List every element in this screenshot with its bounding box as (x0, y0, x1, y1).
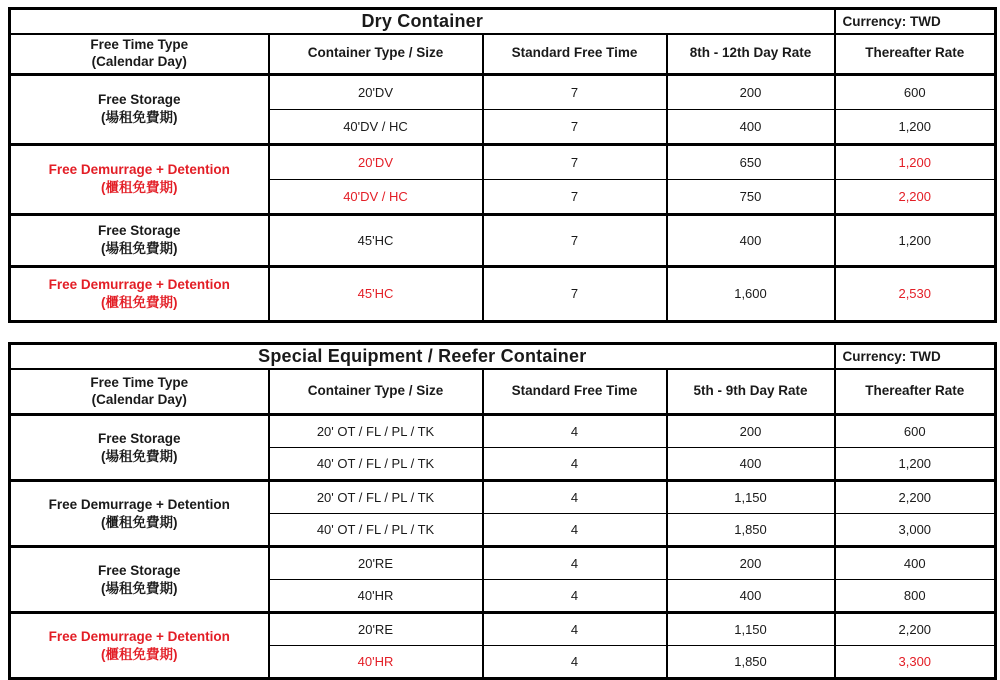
thereafter-rate-cell: 2,200 (835, 613, 996, 646)
day-rate-cell: 750 (667, 179, 835, 214)
free-time-type-label-zh: (場租免費期) (101, 241, 178, 257)
col-header-container-type: Container Type / Size (269, 34, 483, 74)
standard-free-time-cell: 4 (483, 481, 667, 514)
free-time-type-cell (10, 214, 269, 266)
col-header-container-type: Container Type / Size (269, 369, 483, 415)
day-rate-cell: 400 (667, 109, 835, 144)
table-title-row (10, 343, 996, 369)
standard-free-time-cell: 4 (483, 580, 667, 613)
day-rate-cell: 200 (667, 415, 835, 448)
table-title-row (10, 9, 996, 35)
container-type-cell: 20'RE (269, 547, 483, 580)
free-time-type-cell (10, 266, 269, 321)
day-rate-cell: 1,850 (667, 514, 835, 547)
container-type-cell: 45'HC (269, 214, 483, 266)
container-type-cell: 20'RE (269, 613, 483, 646)
standard-free-time-cell: 7 (483, 179, 667, 214)
container-type-cell: 40'HR (269, 646, 483, 679)
container-type-cell: 40'HR (269, 580, 483, 613)
free-time-type-label: Free Storage (97, 562, 181, 578)
free-time-type-cell (10, 415, 269, 481)
free-time-type-label-zh: (櫃租免費期) (101, 294, 178, 310)
col-header-line2: (Calendar Day) (91, 53, 187, 69)
free-time-type-label-zh: (櫃租免費期) (101, 646, 178, 662)
standard-free-time-cell: 4 (483, 415, 667, 448)
free-time-type-label-zh: (櫃租免費期) (101, 514, 178, 530)
table-row (10, 144, 996, 179)
currency-label: Currency: TWD (835, 343, 996, 369)
container-type-cell: 45'HC (269, 266, 483, 321)
day-rate-cell: 1,850 (667, 646, 835, 679)
standard-free-time-cell: 7 (483, 266, 667, 321)
day-rate-cell: 1,600 (667, 266, 835, 321)
table-row (10, 214, 996, 266)
free-time-type-label: Free Demurrage + Detention (48, 162, 230, 178)
thereafter-rate-cell: 1,200 (835, 214, 996, 266)
free-time-type-label: Free Storage (97, 92, 181, 108)
free-time-type-label-zh: (場租免費期) (101, 580, 178, 596)
day-rate-cell: 400 (667, 214, 835, 266)
col-header-free-time-type (10, 369, 269, 415)
special-reefer-container-table (8, 342, 997, 680)
container-type-cell: 20'DV (269, 144, 483, 179)
standard-free-time-cell: 7 (483, 109, 667, 144)
standard-free-time-cell: 4 (483, 646, 667, 679)
col-header-thereafter-rate: Thereafter Rate (835, 369, 996, 415)
standard-free-time-cell: 4 (483, 547, 667, 580)
day-rate-cell: 200 (667, 547, 835, 580)
col-header-standard-free-time: Standard Free Time (483, 369, 667, 415)
dry-container-table (8, 7, 997, 323)
column-header-row (10, 34, 996, 74)
thereafter-rate-cell: 3,000 (835, 514, 996, 547)
thereafter-rate-cell: 400 (835, 547, 996, 580)
free-time-type-cell (10, 547, 269, 613)
table-title: Dry Container (10, 9, 835, 35)
col-header-day-rate: 5th - 9th Day Rate (667, 369, 835, 415)
free-time-type-label: Free Demurrage + Detention (48, 496, 230, 512)
day-rate-cell: 650 (667, 144, 835, 179)
standard-free-time-cell: 4 (483, 613, 667, 646)
col-header-free-time-type (10, 34, 269, 74)
standard-free-time-cell: 7 (483, 214, 667, 266)
column-header-row (10, 369, 996, 415)
col-header-standard-free-time: Standard Free Time (483, 34, 667, 74)
free-time-type-label: Free Demurrage + Detention (48, 276, 230, 292)
free-time-type-cell (10, 613, 269, 679)
day-rate-cell: 400 (667, 580, 835, 613)
thereafter-rate-cell: 2,530 (835, 266, 996, 321)
thereafter-rate-cell: 600 (835, 415, 996, 448)
table-row (10, 481, 996, 514)
container-type-cell: 40'DV / HC (269, 179, 483, 214)
standard-free-time-cell: 4 (483, 448, 667, 481)
container-type-cell: 40' OT / FL / PL / TK (269, 448, 483, 481)
table-row (10, 613, 996, 646)
table-title: Special Equipment / Reefer Container (10, 343, 835, 369)
standard-free-time-cell: 7 (483, 74, 667, 109)
free-time-type-cell (10, 481, 269, 547)
thereafter-rate-cell: 1,200 (835, 448, 996, 481)
free-time-type-cell (10, 144, 269, 214)
free-time-type-label-zh: (櫃租免費期) (101, 180, 178, 196)
container-type-cell: 20'DV (269, 74, 483, 109)
standard-free-time-cell: 7 (483, 144, 667, 179)
col-header-line1: Free Time Type (90, 37, 189, 52)
col-header-thereafter-rate: Thereafter Rate (835, 34, 996, 74)
thereafter-rate-cell: 2,200 (835, 481, 996, 514)
col-header-line2: (Calendar Day) (91, 391, 187, 407)
table-row (10, 547, 996, 580)
table-row (10, 415, 996, 448)
col-header-line1: Free Time Type (90, 374, 189, 390)
container-type-cell: 40' OT / FL / PL / TK (269, 514, 483, 547)
standard-free-time-cell: 4 (483, 514, 667, 547)
free-time-type-label-zh: (場租免費期) (101, 448, 178, 464)
thereafter-rate-cell: 1,200 (835, 144, 996, 179)
container-type-cell: 20' OT / FL / PL / TK (269, 481, 483, 514)
thereafter-rate-cell: 2,200 (835, 179, 996, 214)
container-type-cell: 20' OT / FL / PL / TK (269, 415, 483, 448)
free-time-type-label-zh: (場租免費期) (101, 110, 178, 126)
thereafter-rate-cell: 1,200 (835, 109, 996, 144)
table-row (10, 74, 996, 109)
free-time-type-label: Free Storage (97, 430, 181, 446)
col-header-day-rate: 8th - 12th Day Rate (667, 34, 835, 74)
thereafter-rate-cell: 3,300 (835, 646, 996, 679)
container-type-cell: 40'DV / HC (269, 109, 483, 144)
table-row (10, 266, 996, 321)
day-rate-cell: 1,150 (667, 481, 835, 514)
free-time-type-label: Free Demurrage + Detention (48, 628, 230, 644)
day-rate-cell: 1,150 (667, 613, 835, 646)
thereafter-rate-cell: 800 (835, 580, 996, 613)
currency-label: Currency: TWD (835, 9, 996, 35)
free-time-type-label: Free Storage (97, 223, 181, 239)
thereafter-rate-cell: 600 (835, 74, 996, 109)
day-rate-cell: 200 (667, 74, 835, 109)
free-time-type-cell (10, 74, 269, 144)
day-rate-cell: 400 (667, 448, 835, 481)
